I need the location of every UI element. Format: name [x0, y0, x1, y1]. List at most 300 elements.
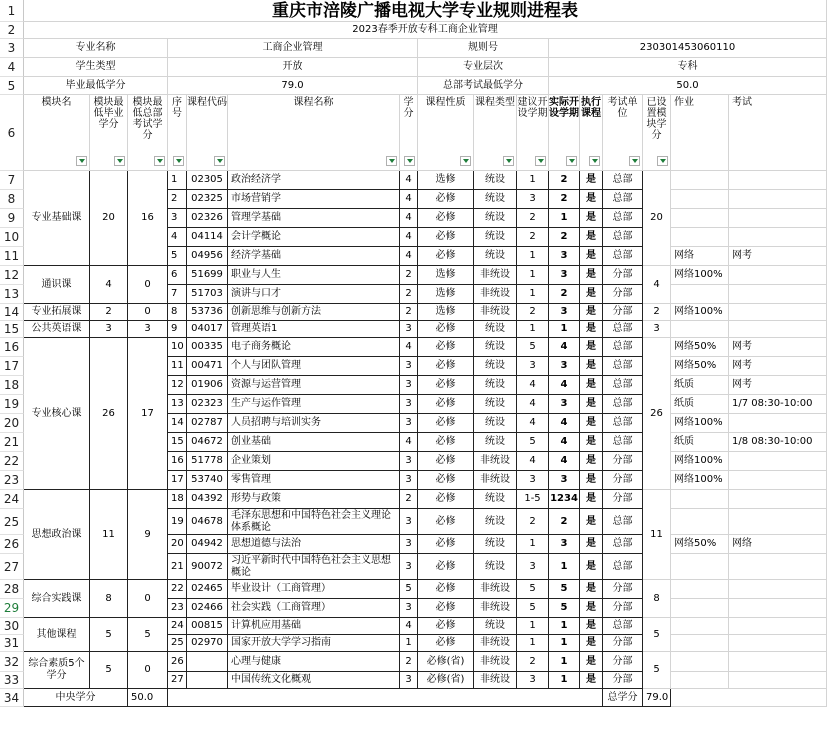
row-header[interactable]: 14 [0, 304, 24, 321]
module-hq-credits[interactable]: 9 [128, 490, 168, 580]
course-suggest-term[interactable]: 3 [517, 471, 549, 490]
course-code[interactable] [187, 672, 228, 689]
course-execute[interactable]: 是 [580, 599, 603, 618]
course-exam[interactable] [729, 652, 827, 672]
course-type[interactable]: 非统设 [474, 285, 517, 304]
module-name[interactable]: 公共英语课 [24, 321, 90, 338]
course-seq[interactable]: 20 [168, 535, 187, 554]
course-name[interactable]: 市场营销学 [228, 190, 400, 209]
course-exam[interactable] [729, 304, 827, 321]
course-name[interactable]: 资源与运营管理 [228, 376, 400, 395]
course-suggest-term[interactable]: 2 [517, 652, 549, 672]
module-hq-credits[interactable]: 0 [128, 652, 168, 689]
course-actual-term[interactable]: 2 [549, 285, 580, 304]
course-actual-term[interactable]: 1 [549, 618, 580, 635]
filter-dropdown-icon[interactable] [76, 156, 87, 166]
course-nature[interactable]: 必修 [418, 414, 474, 433]
course-exam-unit[interactable]: 分部 [603, 580, 643, 599]
module-min-credits[interactable]: 8 [90, 580, 128, 618]
row-header[interactable]: 7 [0, 171, 24, 190]
course-nature[interactable]: 选修 [418, 171, 474, 190]
course-exam-unit[interactable]: 总部 [603, 171, 643, 190]
row-header[interactable]: 20 [0, 414, 24, 433]
row-header[interactable]: 11 [0, 247, 24, 266]
course-execute[interactable]: 是 [580, 190, 603, 209]
course-actual-term[interactable]: 3 [549, 247, 580, 266]
course-nature[interactable]: 必修 [418, 433, 474, 452]
course-seq[interactable]: 8 [168, 304, 187, 321]
course-credit[interactable]: 4 [400, 338, 418, 357]
row-header[interactable]: 12 [0, 266, 24, 285]
course-nature[interactable]: 必修 [418, 376, 474, 395]
course-exam-unit[interactable]: 总部 [603, 338, 643, 357]
course-execute[interactable]: 是 [580, 321, 603, 338]
course-name[interactable]: 管理学基础 [228, 209, 400, 228]
course-seq[interactable]: 3 [168, 209, 187, 228]
course-code[interactable]: 00335 [187, 338, 228, 357]
course-exam[interactable]: 1/8 08:30-10:00 [729, 433, 827, 452]
course-exam[interactable] [729, 414, 827, 433]
student-type-label[interactable]: 学生类型 [24, 58, 168, 77]
course-execute[interactable]: 是 [580, 509, 603, 535]
course-name[interactable]: 企业策划 [228, 452, 400, 471]
course-nature[interactable]: 必修 [418, 357, 474, 376]
module-min-credits[interactable]: 26 [90, 338, 128, 490]
row-header[interactable]: 24 [0, 490, 24, 509]
course-credit[interactable]: 4 [400, 190, 418, 209]
module-hq-credits[interactable]: 0 [128, 266, 168, 304]
course-suggest-term[interactable]: 2 [517, 304, 549, 321]
course-homework[interactable]: 纸质 [671, 433, 729, 452]
course-homework[interactable]: 网络100% [671, 471, 729, 490]
module-name[interactable]: 专业基础课 [24, 171, 90, 266]
row-header[interactable]: 21 [0, 433, 24, 452]
course-exam-unit[interactable]: 总部 [603, 433, 643, 452]
module-hq-credits[interactable]: 17 [128, 338, 168, 490]
row-header[interactable]: 23 [0, 471, 24, 490]
course-actual-term[interactable]: 3 [549, 304, 580, 321]
course-code[interactable]: 00815 [187, 618, 228, 635]
course-exam-unit[interactable]: 分部 [603, 490, 643, 509]
row-header[interactable]: 15 [0, 321, 24, 338]
course-code[interactable]: 04114 [187, 228, 228, 247]
course-actual-term[interactable]: 3 [549, 266, 580, 285]
course-nature[interactable]: 必修 [418, 618, 474, 635]
row-header[interactable]: 6 [0, 95, 24, 171]
course-name[interactable]: 习近平新时代中国特色社会主义思想概论 [228, 554, 400, 580]
course-homework[interactable]: 纸质 [671, 376, 729, 395]
course-suggest-term[interactable]: 4 [517, 452, 549, 471]
course-type[interactable]: 统设 [474, 209, 517, 228]
course-seq[interactable]: 18 [168, 490, 187, 509]
course-nature[interactable]: 必修 [418, 535, 474, 554]
course-credit[interactable]: 3 [400, 509, 418, 535]
course-seq[interactable]: 15 [168, 433, 187, 452]
course-exam-unit[interactable]: 总部 [603, 414, 643, 433]
course-exam[interactable] [729, 618, 827, 635]
course-suggest-term[interactable]: 3 [517, 554, 549, 580]
course-code[interactable]: 02323 [187, 395, 228, 414]
course-credit[interactable]: 4 [400, 433, 418, 452]
course-code[interactable]: 00471 [187, 357, 228, 376]
row-header[interactable]: 30 [0, 618, 24, 635]
course-type[interactable]: 非统设 [474, 266, 517, 285]
course-suggest-term[interactable]: 2 [517, 209, 549, 228]
row-header[interactable]: 22 [0, 452, 24, 471]
module-set-credits[interactable]: 26 [643, 338, 671, 490]
course-type[interactable]: 统设 [474, 433, 517, 452]
course-code[interactable]: 90072 [187, 554, 228, 580]
course-suggest-term[interactable]: 4 [517, 376, 549, 395]
course-execute[interactable]: 是 [580, 395, 603, 414]
course-seq[interactable]: 12 [168, 376, 187, 395]
course-suggest-term[interactable]: 2 [517, 228, 549, 247]
min-grad-credits-value[interactable]: 79.0 [168, 77, 418, 95]
course-seq[interactable]: 5 [168, 247, 187, 266]
course-type[interactable]: 统设 [474, 395, 517, 414]
course-code[interactable]: 02465 [187, 580, 228, 599]
course-execute[interactable]: 是 [580, 554, 603, 580]
course-credit[interactable]: 3 [400, 357, 418, 376]
course-exam[interactable]: 网络 [729, 535, 827, 554]
course-type[interactable]: 统设 [474, 509, 517, 535]
course-seq[interactable]: 4 [168, 228, 187, 247]
course-type[interactable]: 统设 [474, 357, 517, 376]
course-homework[interactable]: 网络100% [671, 266, 729, 285]
course-actual-term[interactable]: 1 [549, 209, 580, 228]
course-name[interactable]: 形势与政策 [228, 490, 400, 509]
course-exam[interactable] [729, 228, 827, 247]
course-credit[interactable]: 5 [400, 580, 418, 599]
course-homework[interactable]: 网络50% [671, 338, 729, 357]
course-code[interactable]: 51699 [187, 266, 228, 285]
course-execute[interactable]: 是 [580, 652, 603, 672]
column-header-module_hq[interactable]: 模块最低总部考试学分 [128, 95, 168, 171]
course-homework[interactable] [671, 321, 729, 338]
filter-dropdown-icon[interactable] [657, 156, 668, 166]
row-header[interactable]: 4 [0, 58, 24, 77]
course-exam-unit[interactable]: 总部 [603, 395, 643, 414]
course-nature[interactable]: 必修 [418, 635, 474, 652]
course-homework[interactable] [671, 635, 729, 652]
module-min-credits[interactable]: 4 [90, 266, 128, 304]
course-code[interactable]: 02970 [187, 635, 228, 652]
course-credit[interactable]: 3 [400, 395, 418, 414]
filter-dropdown-icon[interactable] [386, 156, 397, 166]
module-set-credits[interactable]: 5 [643, 618, 671, 652]
filter-dropdown-icon[interactable] [629, 156, 640, 166]
course-homework[interactable] [671, 672, 729, 689]
module-name[interactable]: 综合素质5个学分 [24, 652, 90, 689]
rule-no-label[interactable]: 规则号 [418, 39, 549, 58]
module-min-credits[interactable]: 5 [90, 618, 128, 652]
course-suggest-term[interactable]: 4 [517, 414, 549, 433]
course-credit[interactable]: 2 [400, 266, 418, 285]
min-grad-credits-label[interactable]: 毕业最低学分 [24, 77, 168, 95]
course-name[interactable]: 国家开放大学学习指南 [228, 635, 400, 652]
course-exam-unit[interactable]: 分部 [603, 266, 643, 285]
module-set-credits[interactable]: 2 [643, 304, 671, 321]
course-execute[interactable]: 是 [580, 247, 603, 266]
course-credit[interactable]: 2 [400, 490, 418, 509]
row-header[interactable]: 8 [0, 190, 24, 209]
course-suggest-term[interactable]: 1 [517, 535, 549, 554]
course-suggest-term[interactable]: 4 [517, 395, 549, 414]
course-nature[interactable]: 必修 [418, 452, 474, 471]
module-set-credits[interactable]: 5 [643, 652, 671, 689]
module-min-credits[interactable]: 3 [90, 321, 128, 338]
column-header-exam[interactable]: 考试 [729, 95, 827, 171]
course-execute[interactable]: 是 [580, 228, 603, 247]
row-header[interactable]: 19 [0, 395, 24, 414]
course-homework[interactable] [671, 509, 729, 535]
course-exam[interactable] [729, 452, 827, 471]
column-header-actual[interactable]: 实际开设学期 [549, 95, 580, 171]
course-exam-unit[interactable]: 总部 [603, 376, 643, 395]
course-nature[interactable]: 必修 [418, 490, 474, 509]
course-homework[interactable]: 网络100% [671, 452, 729, 471]
filter-dropdown-icon[interactable] [535, 156, 546, 166]
course-exam[interactable]: 网考 [729, 247, 827, 266]
module-name[interactable]: 综合实践课 [24, 580, 90, 618]
course-seq[interactable]: 10 [168, 338, 187, 357]
filter-dropdown-icon[interactable] [173, 156, 184, 166]
course-name[interactable]: 演讲与口才 [228, 285, 400, 304]
course-nature[interactable]: 必修 [418, 471, 474, 490]
course-actual-term[interactable]: 1 [549, 321, 580, 338]
module-hq-credits[interactable]: 0 [128, 304, 168, 321]
course-seq[interactable]: 23 [168, 599, 187, 618]
course-actual-term[interactable]: 5 [549, 580, 580, 599]
filter-dropdown-icon[interactable] [589, 156, 600, 166]
course-name[interactable]: 思想道德与法治 [228, 535, 400, 554]
module-min-credits[interactable]: 2 [90, 304, 128, 321]
course-actual-term[interactable]: 3 [549, 357, 580, 376]
course-type[interactable]: 统设 [474, 321, 517, 338]
module-min-credits[interactable]: 11 [90, 490, 128, 580]
course-homework[interactable] [671, 228, 729, 247]
row-header[interactable]: 9 [0, 209, 24, 228]
course-exam-unit[interactable]: 总部 [603, 554, 643, 580]
course-code[interactable]: 04678 [187, 509, 228, 535]
course-name[interactable]: 创新思维与创新方法 [228, 304, 400, 321]
course-seq[interactable]: 6 [168, 266, 187, 285]
course-name[interactable]: 零售管理 [228, 471, 400, 490]
course-exam[interactable] [729, 580, 827, 599]
module-name[interactable]: 专业核心课 [24, 338, 90, 490]
course-nature[interactable]: 选修 [418, 266, 474, 285]
hq-min-credits-value[interactable]: 50.0 [549, 77, 827, 95]
module-set-credits[interactable]: 11 [643, 490, 671, 580]
central-credits-value[interactable]: 50.0 [128, 689, 168, 707]
course-exam[interactable] [729, 490, 827, 509]
course-exam-unit[interactable]: 总部 [603, 618, 643, 635]
course-type[interactable]: 统设 [474, 414, 517, 433]
row-header[interactable]: 18 [0, 376, 24, 395]
course-seq[interactable]: 24 [168, 618, 187, 635]
course-exam-unit[interactable]: 分部 [603, 635, 643, 652]
course-execute[interactable]: 是 [580, 635, 603, 652]
level-value[interactable]: 专科 [549, 58, 827, 77]
course-credit[interactable]: 3 [400, 599, 418, 618]
footer-blank-right[interactable] [671, 689, 827, 707]
course-credit[interactable]: 3 [400, 554, 418, 580]
course-seq[interactable]: 26 [168, 652, 187, 672]
course-nature[interactable]: 必修(省) [418, 652, 474, 672]
course-actual-term[interactable]: 2 [549, 190, 580, 209]
row-header[interactable]: 1 [0, 0, 24, 22]
column-header-homework[interactable]: 作业 [671, 95, 729, 171]
total-credits-label[interactable]: 总学分 [603, 689, 643, 707]
course-actual-term[interactable]: 1 [549, 554, 580, 580]
course-nature[interactable]: 选修 [418, 304, 474, 321]
course-credit[interactable]: 4 [400, 171, 418, 190]
course-execute[interactable]: 是 [580, 672, 603, 689]
course-seq[interactable]: 17 [168, 471, 187, 490]
total-credits-value[interactable]: 79.0 [643, 689, 671, 707]
course-exam-unit[interactable]: 总部 [603, 509, 643, 535]
course-credit[interactable]: 3 [400, 452, 418, 471]
course-credit[interactable]: 2 [400, 285, 418, 304]
row-header[interactable]: 13 [0, 285, 24, 304]
hq-min-credits-label[interactable]: 总部考试最低学分 [418, 77, 549, 95]
course-type[interactable]: 统设 [474, 490, 517, 509]
course-type[interactable]: 非统设 [474, 452, 517, 471]
filter-dropdown-icon[interactable] [154, 156, 165, 166]
course-execute[interactable]: 是 [580, 414, 603, 433]
course-homework[interactable] [671, 171, 729, 190]
course-exam[interactable]: 网考 [729, 338, 827, 357]
course-homework[interactable] [671, 490, 729, 509]
filter-dropdown-icon[interactable] [214, 156, 225, 166]
row-header[interactable]: 17 [0, 357, 24, 376]
course-credit[interactable]: 3 [400, 376, 418, 395]
course-credit[interactable]: 2 [400, 304, 418, 321]
course-suggest-term[interactable]: 1-5 [517, 490, 549, 509]
course-type[interactable]: 统设 [474, 618, 517, 635]
sheet-subtitle[interactable]: 2023春季开放专科工商企业管理 [24, 22, 827, 39]
course-nature[interactable]: 必修 [418, 554, 474, 580]
row-header[interactable]: 28 [0, 580, 24, 599]
course-name[interactable]: 管理英语1 [228, 321, 400, 338]
course-code[interactable]: 53740 [187, 471, 228, 490]
course-actual-term[interactable]: 5 [549, 599, 580, 618]
course-homework[interactable] [671, 209, 729, 228]
course-execute[interactable]: 是 [580, 535, 603, 554]
course-homework[interactable]: 网络50% [671, 357, 729, 376]
course-exam[interactable] [729, 190, 827, 209]
course-seq[interactable]: 16 [168, 452, 187, 471]
course-code[interactable]: 04392 [187, 490, 228, 509]
course-homework[interactable] [671, 285, 729, 304]
column-header-module[interactable]: 模块名 [24, 95, 90, 171]
course-code[interactable]: 04672 [187, 433, 228, 452]
module-hq-credits[interactable]: 0 [128, 580, 168, 618]
course-execute[interactable]: 是 [580, 209, 603, 228]
course-name[interactable]: 电子商务概论 [228, 338, 400, 357]
course-exam-unit[interactable]: 分部 [603, 672, 643, 689]
course-exam[interactable] [729, 672, 827, 689]
course-suggest-term[interactable]: 5 [517, 338, 549, 357]
course-exam-unit[interactable]: 分部 [603, 304, 643, 321]
course-seq[interactable]: 13 [168, 395, 187, 414]
filter-dropdown-icon[interactable] [460, 156, 471, 166]
course-exam[interactable] [729, 209, 827, 228]
row-header[interactable]: 3 [0, 39, 24, 58]
course-exam[interactable]: 网考 [729, 376, 827, 395]
course-name[interactable]: 毛泽东思想和中国特色社会主义理论体系概论 [228, 509, 400, 535]
filter-dropdown-icon[interactable] [404, 156, 415, 166]
course-nature[interactable]: 必修 [418, 395, 474, 414]
course-seq[interactable]: 19 [168, 509, 187, 535]
course-actual-term[interactable]: 4 [549, 338, 580, 357]
course-nature[interactable]: 必修(省) [418, 672, 474, 689]
course-code[interactable]: 01906 [187, 376, 228, 395]
course-seq[interactable]: 1 [168, 171, 187, 190]
course-type[interactable]: 统设 [474, 554, 517, 580]
course-suggest-term[interactable]: 1 [517, 321, 549, 338]
module-name[interactable]: 思想政治课 [24, 490, 90, 580]
course-code[interactable]: 04017 [187, 321, 228, 338]
course-nature[interactable]: 必修 [418, 509, 474, 535]
course-nature[interactable]: 必修 [418, 190, 474, 209]
footer-blank[interactable] [168, 689, 603, 707]
course-exam[interactable] [729, 321, 827, 338]
course-actual-term[interactable]: 2 [549, 228, 580, 247]
course-exam[interactable] [729, 509, 827, 535]
course-type[interactable]: 非统设 [474, 652, 517, 672]
column-header-course_code[interactable]: 课程代码 [187, 95, 228, 171]
course-exam-unit[interactable]: 总部 [603, 209, 643, 228]
course-name[interactable]: 毕业设计（工商管理） [228, 580, 400, 599]
course-seq[interactable]: 2 [168, 190, 187, 209]
course-name[interactable]: 个人与团队管理 [228, 357, 400, 376]
module-name[interactable]: 专业拓展课 [24, 304, 90, 321]
row-header[interactable]: 16 [0, 338, 24, 357]
row-header[interactable]: 10 [0, 228, 24, 247]
course-code[interactable]: 02305 [187, 171, 228, 190]
course-execute[interactable]: 是 [580, 171, 603, 190]
course-exam-unit[interactable]: 分部 [603, 652, 643, 672]
course-name[interactable]: 心理与健康 [228, 652, 400, 672]
course-name[interactable]: 创业基础 [228, 433, 400, 452]
course-suggest-term[interactable]: 2 [517, 509, 549, 535]
course-credit[interactable]: 4 [400, 618, 418, 635]
course-name[interactable]: 政治经济学 [228, 171, 400, 190]
column-header-exam_unit[interactable]: 考试单位 [603, 95, 643, 171]
course-seq[interactable]: 25 [168, 635, 187, 652]
course-type[interactable]: 统设 [474, 190, 517, 209]
column-header-nature[interactable]: 课程性质 [418, 95, 474, 171]
course-exam-unit[interactable]: 总部 [603, 321, 643, 338]
course-suggest-term[interactable]: 1 [517, 618, 549, 635]
course-nature[interactable]: 必修 [418, 247, 474, 266]
course-suggest-term[interactable]: 1 [517, 635, 549, 652]
row-header[interactable]: 27 [0, 554, 24, 580]
course-credit[interactable]: 4 [400, 228, 418, 247]
row-header[interactable]: 25 [0, 509, 24, 535]
row-header[interactable]: 31 [0, 635, 24, 652]
course-code[interactable]: 02466 [187, 599, 228, 618]
course-execute[interactable]: 是 [580, 580, 603, 599]
course-suggest-term[interactable]: 5 [517, 580, 549, 599]
course-seq[interactable]: 9 [168, 321, 187, 338]
course-exam-unit[interactable]: 分部 [603, 452, 643, 471]
course-suggest-term[interactable]: 3 [517, 672, 549, 689]
course-exam[interactable]: 1/7 08:30-10:00 [729, 395, 827, 414]
course-credit[interactable]: 1 [400, 635, 418, 652]
course-type[interactable]: 非统设 [474, 599, 517, 618]
